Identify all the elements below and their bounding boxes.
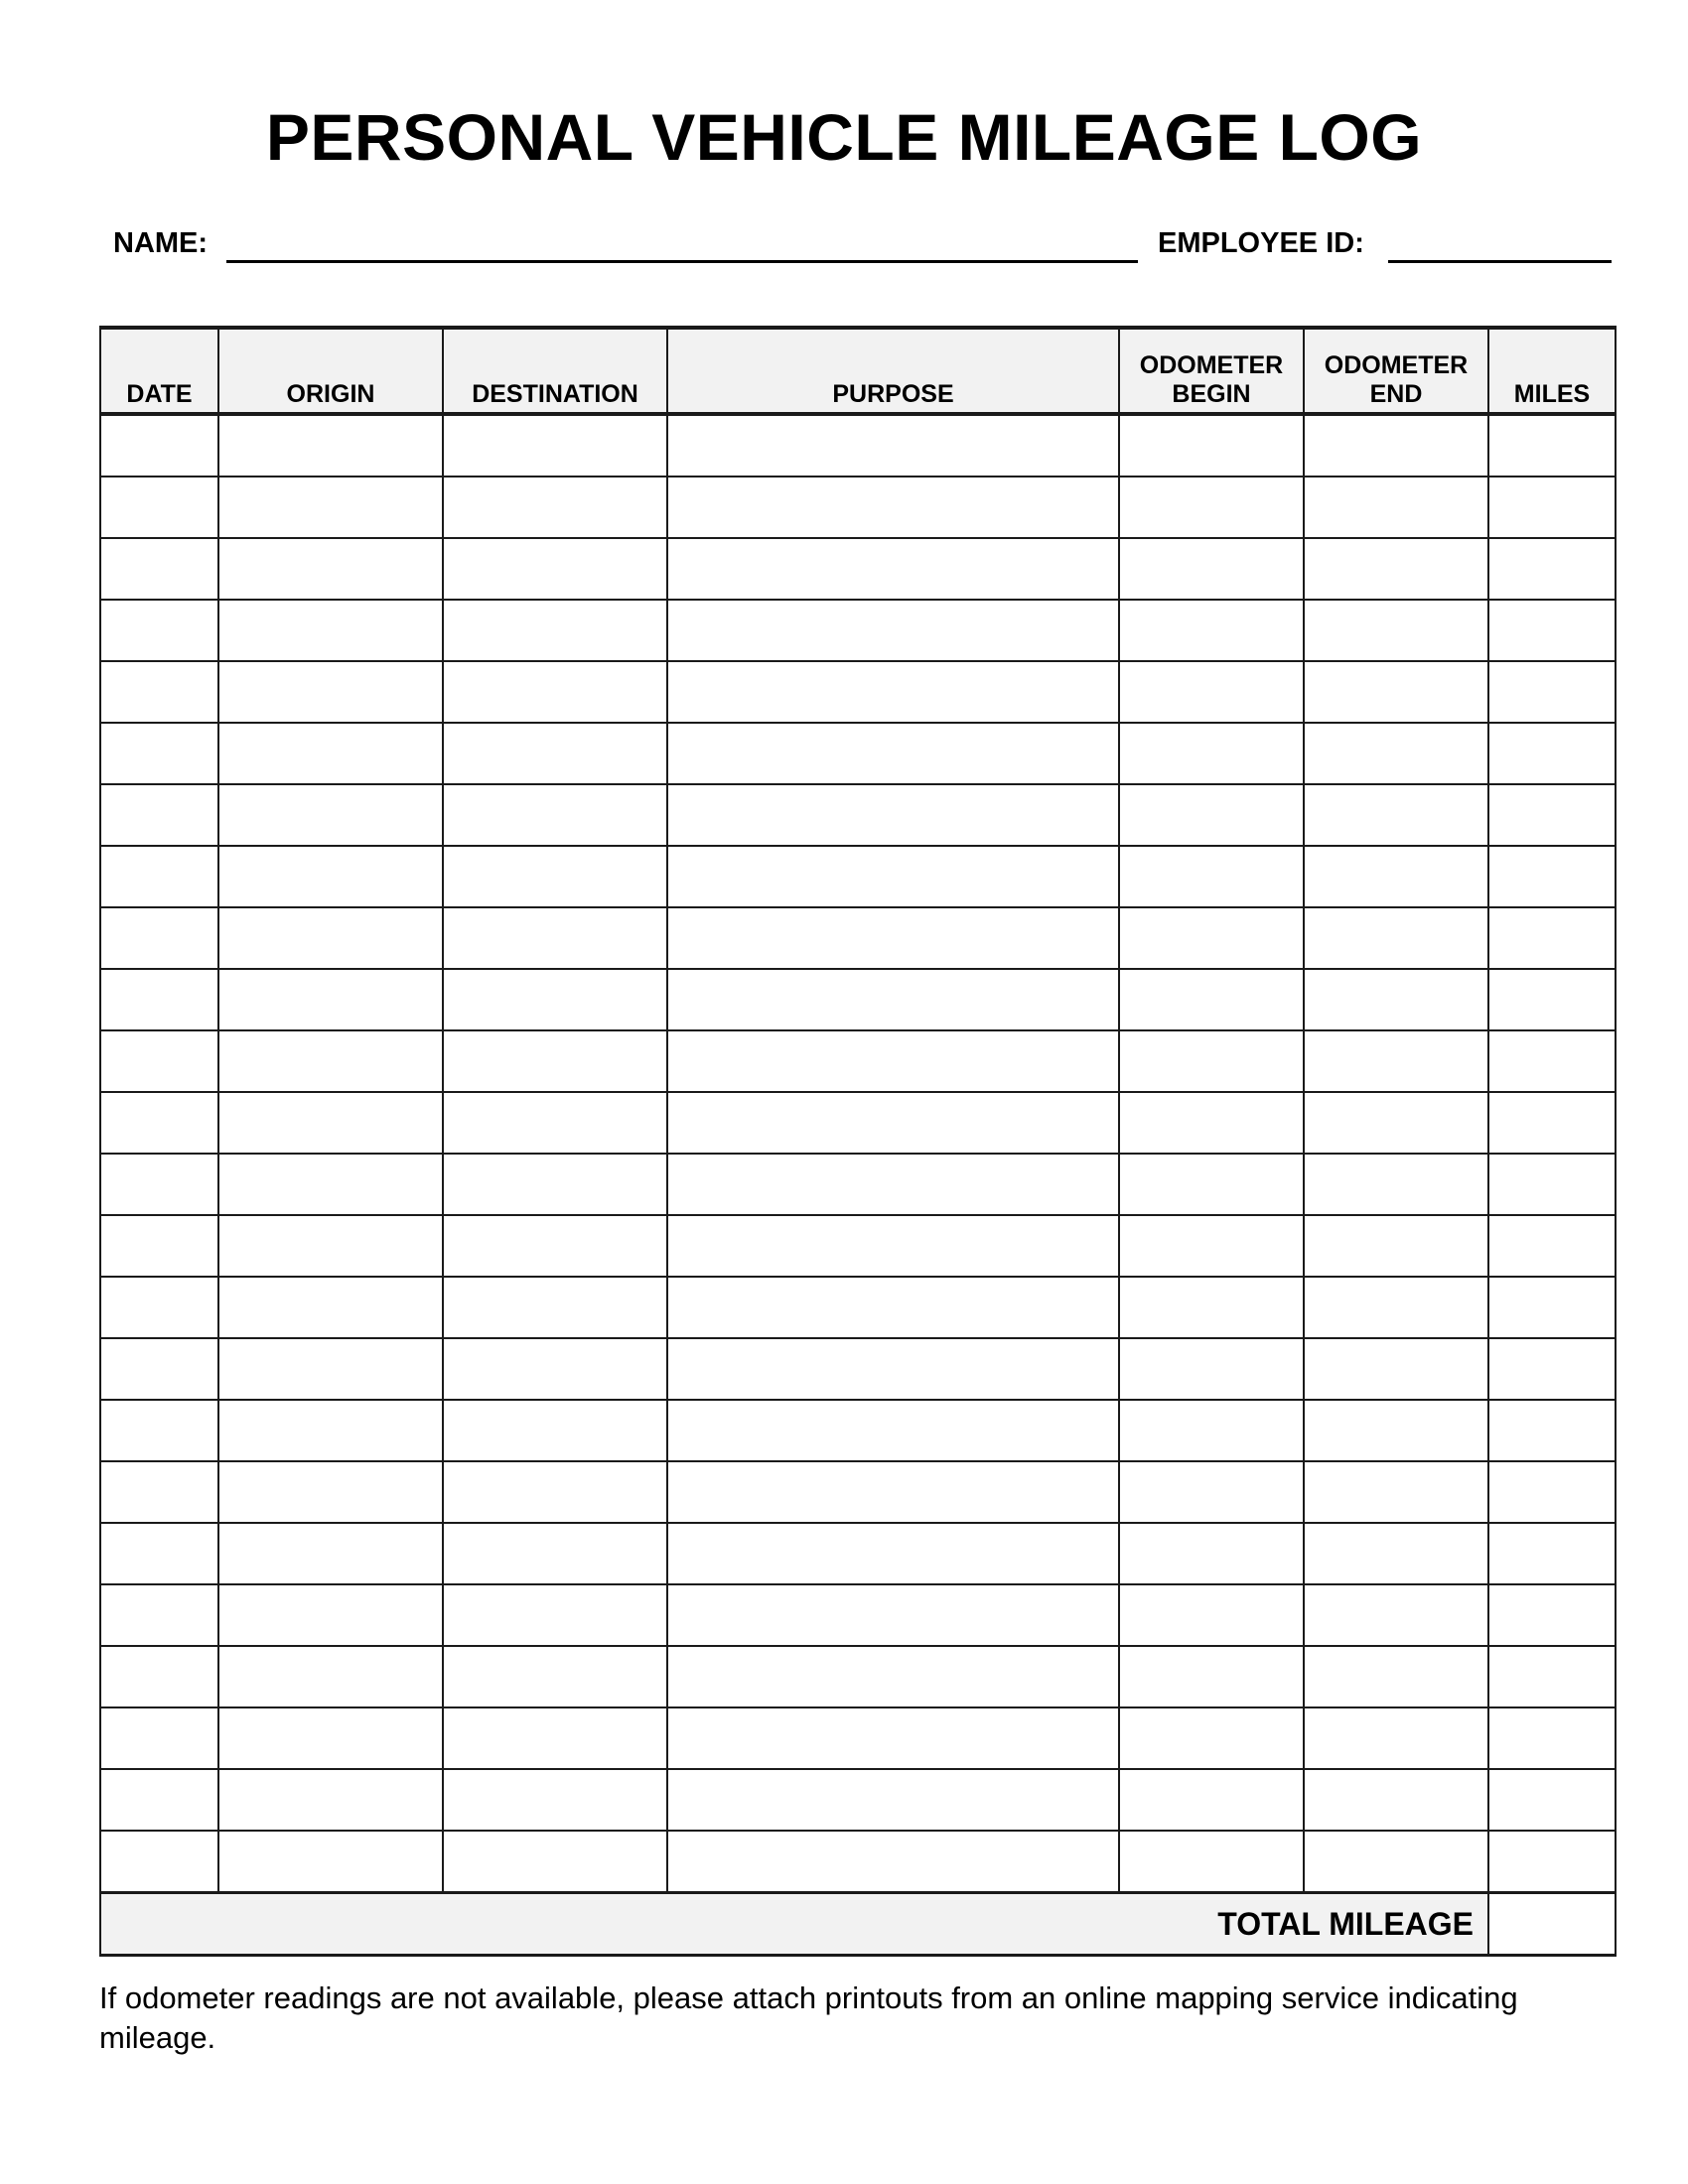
cell-origin[interactable] [218, 661, 443, 723]
cell-purpose[interactable] [667, 723, 1119, 784]
cell-miles[interactable] [1488, 538, 1616, 600]
cell-purpose[interactable] [667, 1215, 1119, 1277]
cell-origin[interactable] [218, 1030, 443, 1092]
column-header-origin: ORIGIN [218, 328, 443, 414]
cell-odometer-end[interactable] [1304, 600, 1488, 661]
cell-purpose[interactable] [667, 1030, 1119, 1092]
cell-odometer-begin[interactable] [1119, 1030, 1304, 1092]
cell-odometer-begin[interactable] [1119, 784, 1304, 846]
cell-date[interactable] [100, 1707, 218, 1769]
page-title: PERSONAL VEHICLE MILEAGE LOG [265, 100, 1423, 174]
cell-odometer-begin[interactable] [1119, 538, 1304, 600]
cell-odometer-end[interactable] [1304, 1030, 1488, 1092]
cell-miles[interactable] [1488, 723, 1616, 784]
table-header-row [100, 328, 1616, 414]
cell-purpose[interactable] [667, 1277, 1119, 1338]
cell-destination[interactable] [443, 969, 667, 1030]
cell-destination[interactable] [443, 1030, 667, 1092]
cell-miles[interactable] [1488, 907, 1616, 969]
cell-odometer-begin[interactable] [1119, 969, 1304, 1030]
cell-destination[interactable] [443, 846, 667, 907]
cell-miles[interactable] [1488, 846, 1616, 907]
cell-destination[interactable] [443, 1646, 667, 1707]
cell-odometer-end[interactable] [1304, 1400, 1488, 1461]
cell-destination[interactable] [443, 1584, 667, 1646]
column-header-odometer-begin-label: ODOMETER BEGIN [1139, 351, 1284, 408]
cell-destination[interactable] [443, 414, 667, 477]
cell-destination[interactable] [443, 1523, 667, 1584]
column-header-odometer-begin [1119, 328, 1304, 414]
cell-odometer-begin[interactable] [1119, 414, 1304, 477]
cell-destination[interactable] [443, 1215, 667, 1277]
cell-destination[interactable] [443, 1277, 667, 1338]
cell-purpose[interactable] [667, 1769, 1119, 1831]
cell-odometer-end[interactable] [1304, 1831, 1488, 1893]
table-row [100, 1769, 1616, 1831]
cell-odometer-begin[interactable] [1119, 1707, 1304, 1769]
cell-purpose[interactable] [667, 907, 1119, 969]
cell-date[interactable] [100, 784, 218, 846]
table-row [100, 1584, 1616, 1646]
cell-purpose[interactable] [667, 414, 1119, 477]
cell-origin[interactable] [218, 1769, 443, 1831]
cell-origin[interactable] [218, 538, 443, 600]
cell-date[interactable] [100, 1769, 218, 1831]
cell-odometer-end[interactable] [1304, 1215, 1488, 1277]
cell-date[interactable] [100, 1215, 218, 1277]
cell-miles[interactable] [1488, 1769, 1616, 1831]
cell-miles[interactable] [1488, 1523, 1616, 1584]
cell-origin[interactable] [218, 1461, 443, 1523]
cell-odometer-begin[interactable] [1119, 1400, 1304, 1461]
table-row [100, 784, 1616, 846]
cell-destination[interactable] [443, 1461, 667, 1523]
cell-purpose[interactable] [667, 600, 1119, 661]
cell-odometer-begin[interactable] [1119, 477, 1304, 538]
cell-origin[interactable] [218, 1092, 443, 1154]
cell-odometer-end[interactable] [1304, 969, 1488, 1030]
cell-odometer-end[interactable] [1304, 1584, 1488, 1646]
cell-destination[interactable] [443, 1092, 667, 1154]
cell-date[interactable] [100, 1461, 218, 1523]
table-row [100, 1215, 1616, 1277]
cell-purpose[interactable] [667, 538, 1119, 600]
cell-destination[interactable] [443, 1707, 667, 1769]
table-row [100, 538, 1616, 600]
cell-purpose[interactable] [667, 1092, 1119, 1154]
table-row [100, 600, 1616, 661]
cell-odometer-begin[interactable] [1119, 1831, 1304, 1893]
cell-odometer-begin[interactable] [1119, 1584, 1304, 1646]
cell-odometer-begin[interactable] [1119, 1769, 1304, 1831]
cell-miles[interactable] [1488, 600, 1616, 661]
cell-purpose[interactable] [667, 1523, 1119, 1584]
cell-odometer-begin[interactable] [1119, 1154, 1304, 1215]
cell-odometer-end[interactable] [1304, 907, 1488, 969]
cell-purpose[interactable] [667, 477, 1119, 538]
cell-odometer-begin[interactable] [1119, 1646, 1304, 1707]
cell-origin[interactable] [218, 1523, 443, 1584]
cell-miles[interactable] [1488, 1154, 1616, 1215]
table-row [100, 1154, 1616, 1215]
cell-origin[interactable] [218, 784, 443, 846]
name-field[interactable] [226, 260, 1138, 263]
cell-purpose[interactable] [667, 661, 1119, 723]
table-row [100, 1092, 1616, 1154]
cell-origin[interactable] [218, 846, 443, 907]
total-row [100, 1893, 1616, 1956]
cell-origin[interactable] [218, 1831, 443, 1893]
cell-odometer-end[interactable] [1304, 1769, 1488, 1831]
cell-date[interactable] [100, 600, 218, 661]
cell-odometer-begin[interactable] [1119, 1461, 1304, 1523]
cell-destination[interactable] [443, 1338, 667, 1400]
cell-date[interactable] [100, 1092, 218, 1154]
table-row [100, 1831, 1616, 1893]
cell-date[interactable] [100, 1646, 218, 1707]
cell-odometer-end[interactable] [1304, 661, 1488, 723]
cell-date[interactable] [100, 477, 218, 538]
cell-purpose[interactable] [667, 1707, 1119, 1769]
cell-odometer-begin[interactable] [1119, 600, 1304, 661]
cell-origin[interactable] [218, 477, 443, 538]
cell-purpose[interactable] [667, 846, 1119, 907]
cell-date[interactable] [100, 1831, 218, 1893]
cell-date[interactable] [100, 661, 218, 723]
cell-odometer-end[interactable] [1304, 1277, 1488, 1338]
employee-id-label: EMPLOYEE ID: [1158, 227, 1364, 259]
cell-origin[interactable] [218, 600, 443, 661]
cell-miles[interactable] [1488, 477, 1616, 538]
cell-miles[interactable] [1488, 1584, 1616, 1646]
table-row [100, 1707, 1616, 1769]
cell-odometer-begin[interactable] [1119, 846, 1304, 907]
table-row [100, 1400, 1616, 1461]
column-header-destination: DESTINATION [443, 328, 667, 414]
cell-odometer-begin[interactable] [1119, 723, 1304, 784]
cell-miles[interactable] [1488, 1215, 1616, 1277]
cell-purpose[interactable] [667, 969, 1119, 1030]
cell-origin[interactable] [218, 1584, 443, 1646]
cell-destination[interactable] [443, 600, 667, 661]
cell-odometer-end[interactable] [1304, 1523, 1488, 1584]
column-header-date: DATE [100, 328, 218, 414]
cell-odometer-begin[interactable] [1119, 1523, 1304, 1584]
cell-origin[interactable] [218, 1707, 443, 1769]
table-row [100, 723, 1616, 784]
cell-purpose[interactable] [667, 784, 1119, 846]
cell-destination[interactable] [443, 538, 667, 600]
cell-date[interactable] [100, 1400, 218, 1461]
cell-date[interactable] [100, 907, 218, 969]
cell-miles[interactable] [1488, 1277, 1616, 1338]
cell-odometer-end[interactable] [1304, 1707, 1488, 1769]
cell-destination[interactable] [443, 661, 667, 723]
cell-miles[interactable] [1488, 661, 1616, 723]
cell-odometer-begin[interactable] [1119, 661, 1304, 723]
table-row [100, 1646, 1616, 1707]
cell-miles[interactable] [1488, 969, 1616, 1030]
cell-origin[interactable] [218, 969, 443, 1030]
cell-odometer-end[interactable] [1304, 477, 1488, 538]
cell-origin[interactable] [218, 1215, 443, 1277]
cell-miles[interactable] [1488, 1646, 1616, 1707]
cell-destination[interactable] [443, 907, 667, 969]
cell-purpose[interactable] [667, 1831, 1119, 1893]
table-body [100, 414, 1616, 1893]
cell-miles[interactable] [1488, 1030, 1616, 1092]
column-header-miles: MILES [1488, 328, 1616, 414]
cell-destination[interactable] [443, 1400, 667, 1461]
table-row [100, 846, 1616, 907]
table-row [100, 661, 1616, 723]
cell-odometer-end[interactable] [1304, 784, 1488, 846]
cell-origin[interactable] [218, 1400, 443, 1461]
cell-destination[interactable] [443, 1769, 667, 1831]
cell-date[interactable] [100, 723, 218, 784]
cell-miles[interactable] [1488, 784, 1616, 846]
name-label: NAME: [113, 227, 209, 259]
cell-origin[interactable] [218, 723, 443, 784]
cell-destination[interactable] [443, 1154, 667, 1215]
cell-miles[interactable] [1488, 1831, 1616, 1893]
employee-id-field[interactable] [1388, 260, 1612, 263]
cell-odometer-begin[interactable] [1119, 1277, 1304, 1338]
cell-miles[interactable] [1488, 1092, 1616, 1154]
table-row [100, 1461, 1616, 1523]
total-mileage-field[interactable] [1488, 1893, 1616, 1956]
cell-miles[interactable] [1488, 1338, 1616, 1400]
cell-miles[interactable] [1488, 1707, 1616, 1769]
cell-origin[interactable] [218, 1338, 443, 1400]
cell-origin[interactable] [218, 1277, 443, 1338]
cell-date[interactable] [100, 538, 218, 600]
cell-odometer-begin[interactable] [1119, 1092, 1304, 1154]
cell-purpose[interactable] [667, 1338, 1119, 1400]
cell-origin[interactable] [218, 414, 443, 477]
cell-odometer-begin[interactable] [1119, 1215, 1304, 1277]
cell-destination[interactable] [443, 723, 667, 784]
cell-odometer-end[interactable] [1304, 1338, 1488, 1400]
cell-odometer-end[interactable] [1304, 1646, 1488, 1707]
cell-odometer-begin[interactable] [1119, 907, 1304, 969]
cell-date[interactable] [100, 846, 218, 907]
cell-purpose[interactable] [667, 1584, 1119, 1646]
column-header-purpose: PURPOSE [667, 328, 1119, 414]
cell-date[interactable] [100, 1154, 218, 1215]
table-row [100, 1523, 1616, 1584]
cell-odometer-begin[interactable] [1119, 1338, 1304, 1400]
table-row [100, 907, 1616, 969]
cell-miles[interactable] [1488, 1400, 1616, 1461]
cell-destination[interactable] [443, 1831, 667, 1893]
column-header-odometer-end [1304, 328, 1488, 414]
cell-date[interactable] [100, 414, 218, 477]
cell-odometer-end[interactable] [1304, 1092, 1488, 1154]
cell-destination[interactable] [443, 784, 667, 846]
cell-date[interactable] [100, 1523, 218, 1584]
cell-odometer-end[interactable] [1304, 1461, 1488, 1523]
cell-odometer-end[interactable] [1304, 723, 1488, 784]
cell-purpose[interactable] [667, 1646, 1119, 1707]
cell-origin[interactable] [218, 1646, 443, 1707]
total-mileage-label: TOTAL MILEAGE [100, 1893, 1488, 1956]
table-row [100, 1030, 1616, 1092]
cell-odometer-end[interactable] [1304, 538, 1488, 600]
cell-date[interactable] [100, 1338, 218, 1400]
cell-miles[interactable] [1488, 1461, 1616, 1523]
footnote: If odometer readings are not available, please attach printouts from an online mapping service indicating mileage. [99, 1980, 1518, 2055]
table-row [100, 1277, 1616, 1338]
cell-odometer-end[interactable] [1304, 846, 1488, 907]
column-header-odometer-end-label: ODOMETER END [1324, 351, 1469, 408]
cell-purpose[interactable] [667, 1154, 1119, 1215]
cell-odometer-end[interactable] [1304, 414, 1488, 477]
cell-date[interactable] [100, 969, 218, 1030]
table-row [100, 1338, 1616, 1400]
table-row [100, 477, 1616, 538]
table-row [100, 969, 1616, 1030]
cell-date[interactable] [100, 1277, 218, 1338]
cell-date[interactable] [100, 1030, 218, 1092]
cell-miles[interactable] [1488, 414, 1616, 477]
cell-purpose[interactable] [667, 1461, 1119, 1523]
mileage-log-table [99, 326, 1617, 1957]
cell-purpose[interactable] [667, 1400, 1119, 1461]
cell-date[interactable] [100, 1584, 218, 1646]
cell-origin[interactable] [218, 907, 443, 969]
cell-origin[interactable] [218, 1154, 443, 1215]
table-row [100, 414, 1616, 477]
cell-odometer-end[interactable] [1304, 1154, 1488, 1215]
cell-destination[interactable] [443, 477, 667, 538]
